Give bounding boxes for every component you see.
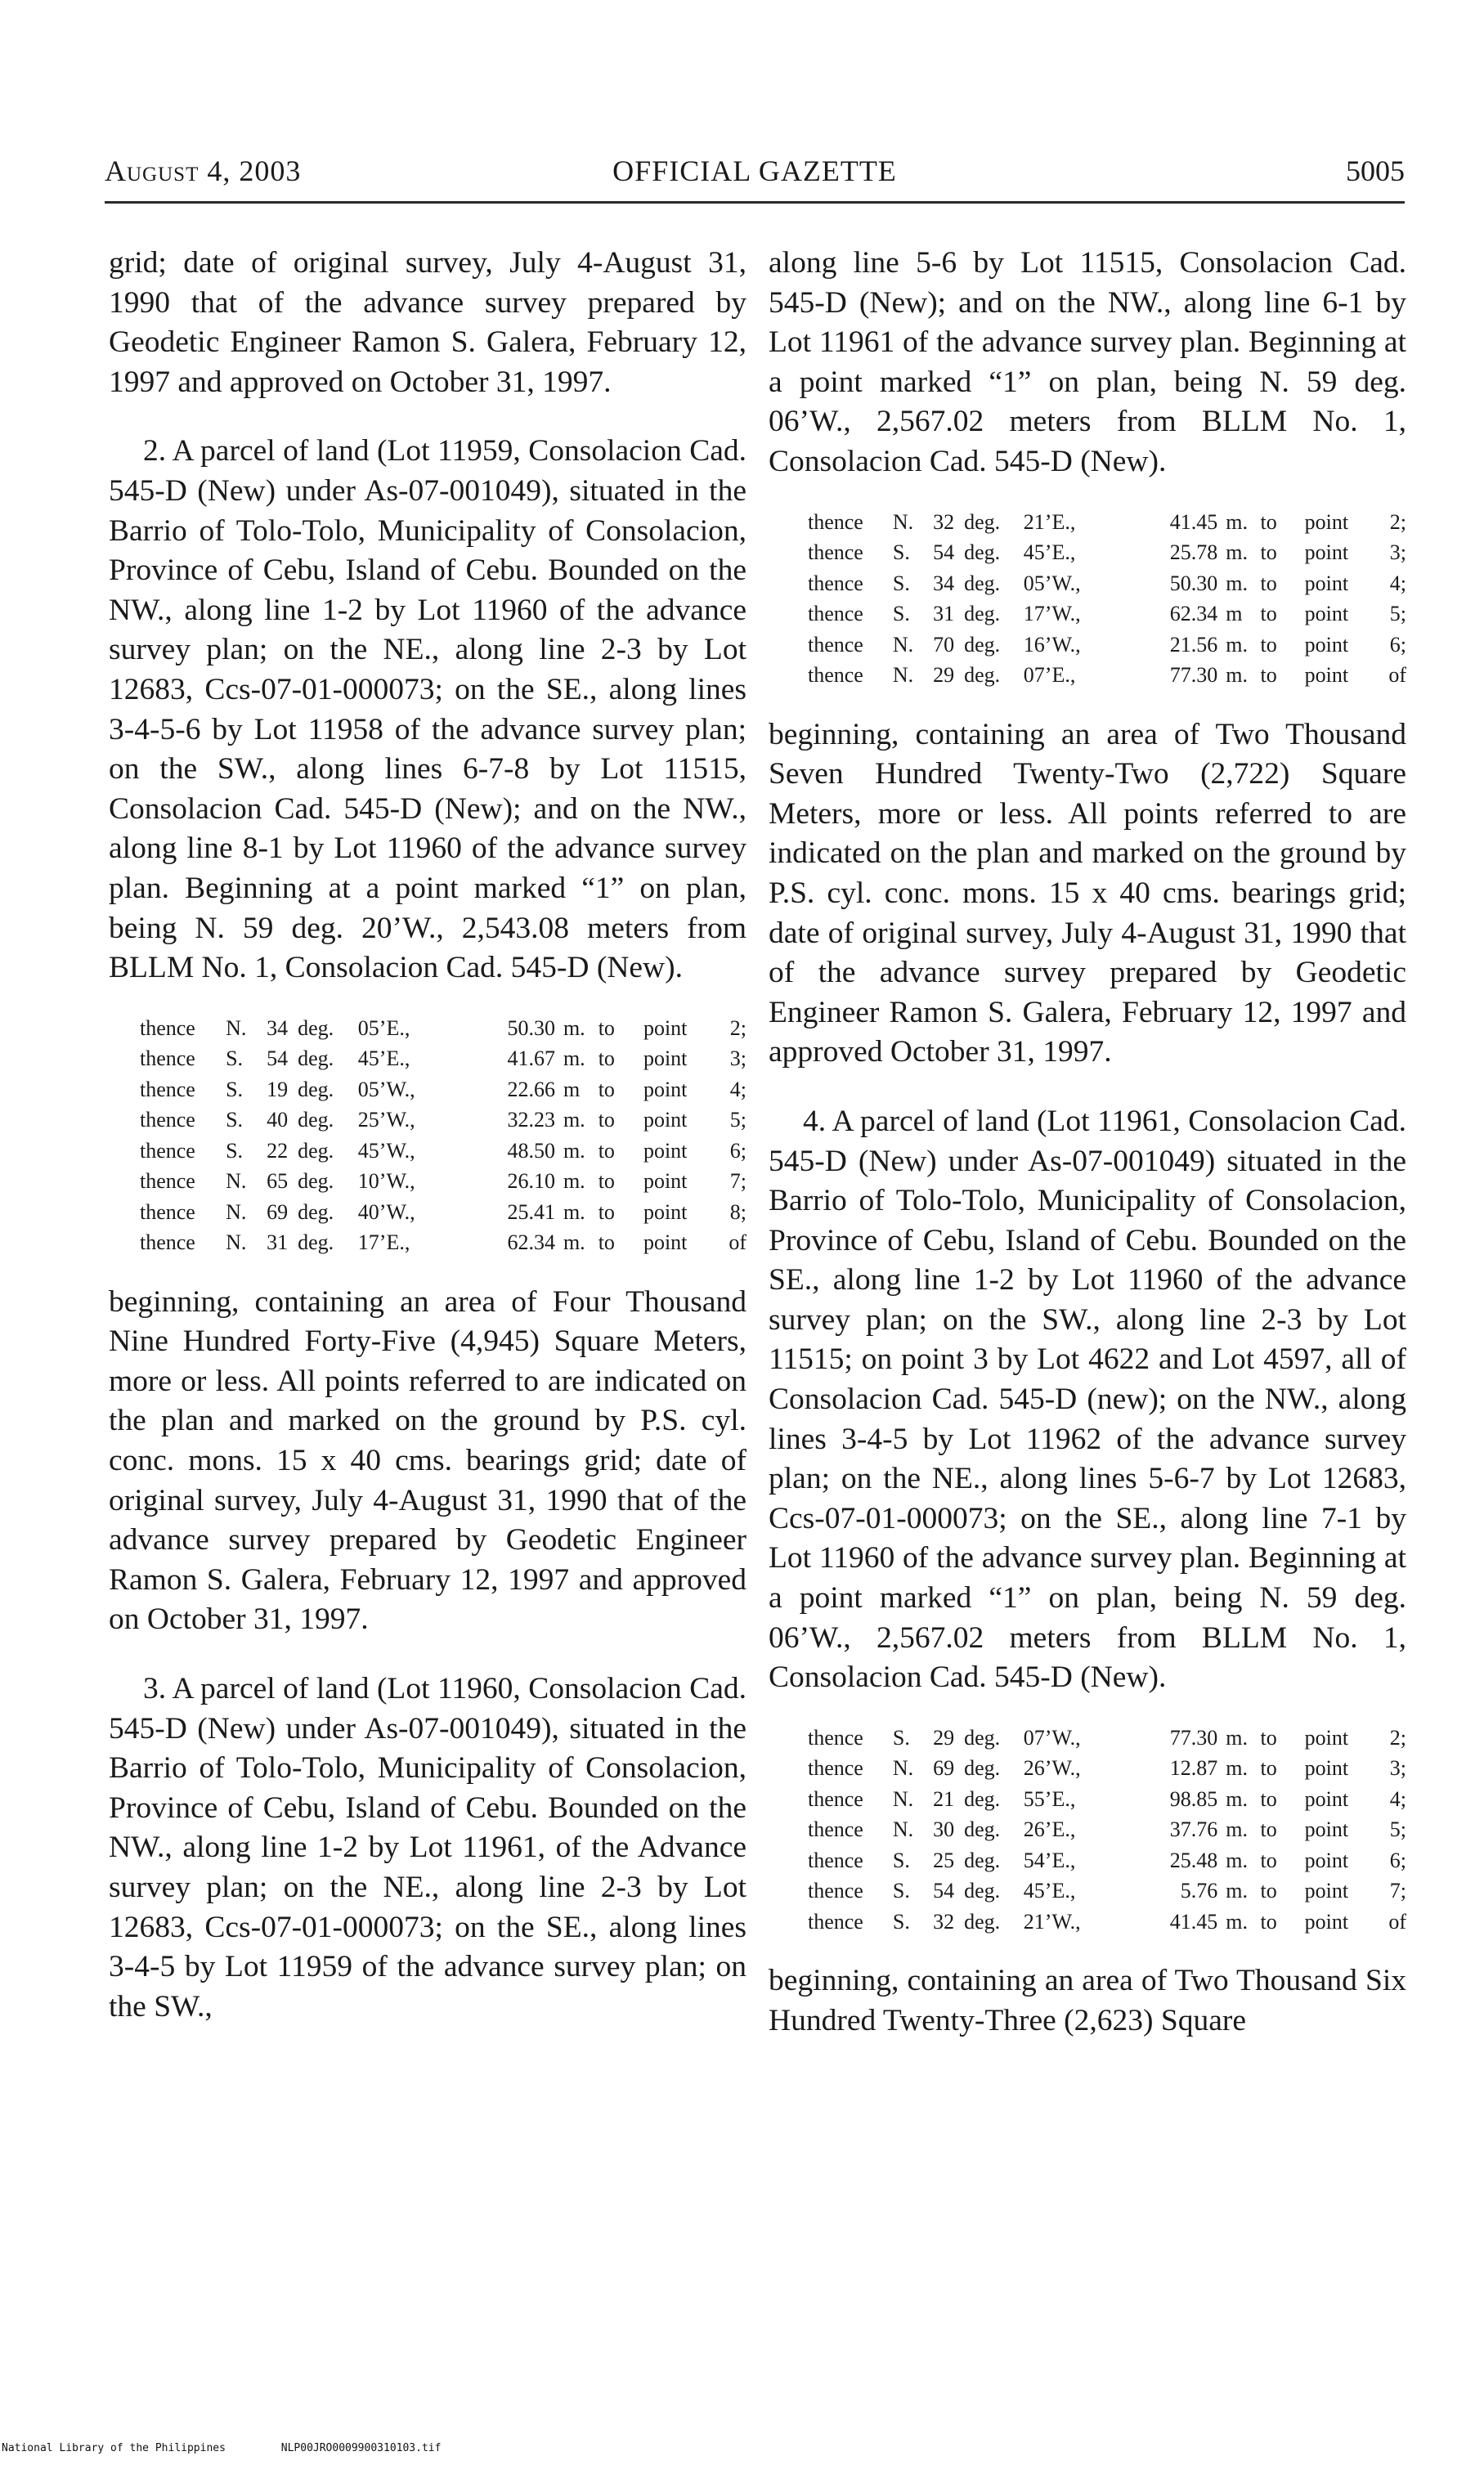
table-cell: deg. — [298, 1077, 334, 1101]
table-cell: S. — [226, 1077, 244, 1101]
table-cell: N. — [892, 1756, 914, 1781]
table-cell: thence — [808, 1848, 863, 1872]
table-cell: of — [729, 1230, 746, 1255]
table-cell: 98.85 — [1169, 1786, 1218, 1811]
table-cell: m. — [1226, 1909, 1248, 1934]
table-cell: m — [563, 1077, 581, 1101]
table-cell: 30 — [933, 1817, 955, 1842]
table-cell: deg. — [964, 1848, 1001, 1872]
page-header — [105, 154, 1405, 191]
table-cell: m. — [1226, 509, 1248, 534]
table-row — [140, 1074, 746, 1105]
table-cell: 34 — [933, 571, 955, 595]
table-cell: m. — [563, 1230, 585, 1255]
table-cell: to — [1260, 509, 1277, 534]
table-cell: 12.87 — [1169, 1756, 1218, 1781]
table-cell: thence — [140, 1138, 195, 1163]
table-cell: point — [643, 1015, 688, 1040]
table-cell: 7; — [729, 1169, 746, 1194]
table-cell: 22.66 — [507, 1077, 555, 1101]
table-cell: 62.34 — [507, 1230, 555, 1255]
table-cell: S. — [892, 571, 910, 595]
table-cell: 19 — [267, 1077, 289, 1101]
table-cell: to — [1260, 1756, 1277, 1781]
table-cell: 65 — [267, 1169, 289, 1194]
table-row — [808, 660, 1406, 691]
table-cell: 16’W., — [1023, 632, 1081, 657]
table-cell: thence — [140, 1015, 195, 1040]
table-cell: 50.30 — [507, 1015, 555, 1040]
footer-file: NLP00JRO0009900310103.tif — [280, 2442, 442, 2454]
table-cell: N. — [226, 1230, 247, 1255]
table-cell: 6; — [729, 1138, 746, 1163]
table-cell: m. — [1226, 1817, 1248, 1842]
table-cell: m. — [1226, 571, 1248, 595]
table-cell: m. — [563, 1047, 585, 1071]
table-cell: 4; — [729, 1077, 746, 1101]
table-cell: 3; — [729, 1047, 746, 1071]
table-cell: thence — [808, 509, 863, 534]
table-cell: 07’W., — [1023, 1725, 1081, 1750]
table-cell: S. — [892, 602, 910, 626]
table-cell: point — [643, 1047, 688, 1071]
table-row — [808, 1784, 1406, 1815]
paragraph: 2. A parcel of land (Lot 11959, Consolacion Cad. 545-D (New) under As-07-001049), situated in the Barrio of Tolo-Tolo, Municipality of Consolacion, Province of Cebu, Island of Cebu. Bounded on the NW., along line 1-2 by Lot 11960 of the advance survey plan; on the NE., along line 2-3 by Lot 12683, Ccs-07-01-000073; on the SE., along lines 3-4-5-6 by Lot 11958 of the advance survey plan; on the SW., along lines 6-7-8 by Lot 11515, Consolacion Cad. 545-D (New); and on the NW., along line 8-1 by Lot 11960 of the advance survey plan. Beginning at a point marked “1” on plan, being N. 59 deg. 20’W., 2,543.08 meters from BLLM No. 1, Consolacion Cad. 545-D (New). — [109, 434, 746, 985]
table-cell: m. — [1226, 1725, 1248, 1750]
table-row — [140, 1013, 746, 1044]
table-cell: 41.45 — [1169, 509, 1218, 534]
paragraph: along line 5-6 by Lot 11515, Consolacion Cad. 545-D (New); and on the NW., along line 6-1 by Lot 11961 of the advance survey plan. Beginning at a point marked “1” on plan, being N. 59 deg. 06’W., 2,567.02 meters from BLLM No. 1, Consolacion Cad. 545-D (New). — [769, 246, 1406, 478]
table-row — [808, 1814, 1406, 1845]
header-rule — [105, 201, 1405, 204]
table-cell: deg. — [964, 1756, 1001, 1781]
table-cell: m — [1226, 602, 1243, 626]
table-cell: thence — [808, 1786, 863, 1811]
table-cell: deg. — [964, 1817, 1001, 1842]
table-cell: N. — [892, 632, 914, 657]
table-cell: N. — [226, 1169, 247, 1194]
table-cell: S. — [892, 1909, 910, 1934]
table-cell: N. — [226, 1199, 247, 1224]
table-cell: point — [1304, 1725, 1349, 1750]
table-cell: deg. — [298, 1015, 334, 1040]
paragraph: 4. A parcel of land (Lot 11961, Consolacion Cad. 545-D (New) under As-07-001049) situated in the Barrio of Tolo-Tolo, Municipality of Consolacion, Province of Cebu, Island of Cebu. Bounded on the SE., along line 1-2 by Lot 11960 of the advance survey plan; on the SW., along line 2-3 by Lot 11515; on point 3 by Lot 4622 and Lot 4597, all of Consolacion Cad. 545-D (new); on the NW., along lines 3-4-5 by Lot 11962 of the advance survey plan; on the NE., along lines 5-6-7 by Lot 12683, Ccs-07-01-000073; on the SE., along line 7-1 by Lot 11960 of the advance survey plan. Beginning at a point marked “1” on plan, being N. 59 deg. 06’W., 2,567.02 meters from BLLM No. 1, Consolacion Cad. 545-D (New). — [769, 1104, 1406, 1695]
table-cell: deg. — [298, 1138, 334, 1163]
table-cell: 41.67 — [507, 1047, 555, 1071]
table-cell: 5; — [729, 1108, 746, 1132]
table-cell: 77.30 — [1169, 663, 1218, 688]
table-cell: deg. — [298, 1230, 334, 1255]
table-row — [140, 1105, 746, 1136]
table-cell: to — [1260, 571, 1277, 595]
table-cell: thence — [808, 1756, 863, 1781]
table-cell: m. — [1226, 1786, 1248, 1811]
bearings-table — [808, 507, 1406, 691]
table-cell: point — [1304, 1879, 1349, 1903]
table-cell: deg. — [964, 540, 1001, 565]
table-cell: 10’W., — [357, 1169, 415, 1194]
table-cell: 32 — [933, 1909, 955, 1934]
table-row — [808, 1723, 1406, 1754]
table-cell: to — [598, 1047, 615, 1071]
table-cell: to — [598, 1108, 615, 1132]
table-cell: 26’E., — [1023, 1817, 1076, 1842]
table-cell: 41.45 — [1169, 1909, 1218, 1934]
table-cell: thence — [140, 1199, 195, 1224]
table-cell: deg. — [298, 1047, 334, 1071]
table-cell: point — [643, 1230, 688, 1255]
table-cell: 45’E., — [357, 1047, 410, 1071]
table-cell: 21’E., — [1023, 509, 1076, 534]
table-cell: deg. — [964, 1725, 1001, 1750]
table-cell: 54 — [933, 1879, 955, 1903]
paragraph: beginning, containing an area of Two Thousand Seven Hundred Twenty-Two (2,722) Square Meters, more or less. All points referred to are indicated on the plan and marked on the ground by P.S. cyl. conc. mons. 15 x 40 cms. bearings grid; date of original survey, July 4-August 31, 1990 that of the advance survey prepared by Geodetic Engineer Ramon S. Galera, February 12, 1997 and approved October 31, 1997. — [769, 717, 1406, 1069]
table-cell: S. — [892, 1879, 910, 1903]
header-title: OFFICIAL GAZETTE — [612, 155, 897, 187]
table-cell: deg. — [964, 509, 1001, 534]
table-cell: point — [1304, 602, 1349, 626]
table-cell: m. — [563, 1015, 585, 1040]
table-cell: S. — [226, 1047, 244, 1071]
table-cell: S. — [892, 1848, 910, 1872]
table-cell: 22 — [267, 1138, 289, 1163]
table-cell: thence — [140, 1230, 195, 1255]
table-cell: point — [1304, 1909, 1349, 1934]
table-cell: deg. — [964, 632, 1001, 657]
table-cell: point — [1304, 540, 1349, 565]
scan-footer — [2, 2442, 490, 2454]
table-cell: thence — [808, 571, 863, 595]
left-column — [109, 244, 746, 2027]
table-cell: 45’E., — [1023, 540, 1076, 565]
table-cell: to — [598, 1077, 615, 1101]
table-cell: deg. — [964, 1909, 1001, 1934]
table-cell: 6; — [1389, 632, 1406, 657]
table-cell: 45’E., — [1023, 1879, 1076, 1903]
table-cell: to — [598, 1230, 615, 1255]
table-row — [140, 1136, 746, 1167]
table-cell: 50.30 — [1169, 571, 1218, 595]
table-cell: to — [1260, 632, 1277, 657]
table-cell: 32.23 — [507, 1108, 555, 1132]
header-date: August 4, 2003 — [105, 155, 302, 187]
table-cell: 54’E., — [1023, 1848, 1076, 1872]
table-row — [808, 1876, 1406, 1907]
table-cell: 26’W., — [1023, 1756, 1081, 1781]
table-cell: 54 — [267, 1047, 289, 1071]
table-cell: 40’W., — [357, 1199, 415, 1224]
table-cell: 17’E., — [357, 1230, 410, 1255]
paragraph: beginning, containing an area of Two Thousand Six Hundred Twenty-Three (2,623) Square — [769, 1964, 1406, 2037]
table-cell: 69 — [933, 1756, 955, 1781]
table-cell: thence — [808, 663, 863, 688]
table-cell: 7; — [1389, 1879, 1406, 1903]
table-cell: point — [1304, 663, 1349, 688]
table-cell: thence — [808, 1909, 863, 1934]
table-cell: 21’W., — [1023, 1909, 1081, 1934]
table-cell: of — [1388, 1909, 1406, 1934]
table-cell: 2; — [729, 1015, 746, 1040]
paragraph: 3. A parcel of land (Lot 11960, Consolacion Cad. 545-D (New) under As-07-001049), situated in the Barrio of Tolo-Tolo, Municipality of Consolacion, Province of Cebu, Island of Cebu. Bounded on the NW., along line 1-2 by Lot 11961, of the Advance survey plan; on the NE., along line 2-3 by Lot 12683, Ccs-07-01-000073; on the SE., along lines 3-4-5 by Lot 11959 of the advance survey plan; on the SW., — [109, 1672, 746, 2024]
bearings-table — [140, 1013, 746, 1258]
table-cell: 05’W., — [1023, 571, 1081, 595]
bearings-table — [808, 1723, 1406, 1938]
table-cell: 05’W., — [357, 1077, 415, 1101]
table-cell: 6; — [1389, 1848, 1406, 1872]
table-cell: point — [643, 1108, 688, 1132]
table-cell: 4; — [1389, 571, 1406, 595]
table-row — [808, 568, 1406, 599]
table-cell: m. — [1226, 1879, 1248, 1903]
table-cell: to — [598, 1169, 615, 1194]
table-cell: thence — [140, 1169, 195, 1194]
table-cell: of — [1388, 663, 1406, 688]
table-cell: 17’W., — [1023, 602, 1081, 626]
table-cell: 40 — [267, 1108, 289, 1132]
table-cell: point — [643, 1199, 688, 1224]
table-row — [808, 598, 1406, 630]
table-cell: m. — [563, 1138, 585, 1163]
table-cell: thence — [808, 540, 863, 565]
paragraph: grid; date of original survey, July 4-August 31, 1990 that of the advance survey prepared by Geodetic Engineer Ramon S. Galera, February 12, 1997 and approved on October 31, 1997. — [109, 246, 746, 399]
table-cell: point — [1304, 509, 1349, 534]
table-cell: to — [1260, 540, 1277, 565]
table-cell: thence — [808, 1725, 863, 1750]
table-cell: 25.48 — [1169, 1848, 1218, 1872]
table-cell: 3; — [1389, 540, 1406, 565]
table-cell: m. — [1226, 1756, 1248, 1781]
table-cell: point — [1304, 1848, 1349, 1872]
table-cell: S. — [892, 540, 910, 565]
table-cell: to — [1260, 1909, 1277, 1934]
table-cell: thence — [140, 1047, 195, 1071]
table-cell: to — [1260, 1879, 1277, 1903]
table-cell: 2; — [1389, 509, 1406, 534]
table-cell: m. — [563, 1169, 585, 1194]
table-cell: deg. — [964, 663, 1001, 688]
table-row — [140, 1227, 746, 1258]
table-cell: point — [643, 1077, 688, 1101]
table-cell: to — [598, 1138, 615, 1163]
table-cell: point — [1304, 1756, 1349, 1781]
table-cell: 32 — [933, 509, 955, 534]
right-column — [769, 244, 1406, 2041]
footer-library: National Library of the Philippines — [2, 2442, 226, 2454]
table-cell: m. — [1226, 632, 1248, 657]
header-page-number: 5005 — [1346, 155, 1405, 187]
table-cell: deg. — [298, 1199, 334, 1224]
table-cell: 26.10 — [507, 1169, 555, 1194]
table-cell: 3; — [1389, 1756, 1406, 1781]
table-cell: 29 — [933, 1725, 955, 1750]
table-row — [808, 1753, 1406, 1784]
table-cell: thence — [808, 632, 863, 657]
table-cell: 29 — [933, 663, 955, 688]
table-cell: 69 — [267, 1199, 289, 1224]
table-cell: m. — [1226, 663, 1248, 688]
table-cell: point — [1304, 571, 1349, 595]
table-cell: N. — [892, 1817, 914, 1842]
table-row — [808, 1907, 1406, 1938]
table-cell: 8; — [729, 1199, 746, 1224]
table-cell: to — [1260, 1848, 1277, 1872]
table-cell: m. — [1226, 540, 1248, 565]
table-cell: 55’E., — [1023, 1786, 1076, 1811]
table-cell: S. — [892, 1725, 910, 1750]
table-cell: N. — [892, 509, 914, 534]
table-cell: thence — [808, 1817, 863, 1842]
table-cell: point — [643, 1138, 688, 1163]
table-cell: 25.78 — [1169, 540, 1218, 565]
table-cell: N. — [892, 663, 914, 688]
table-cell: 62.34 — [1169, 602, 1218, 626]
table-cell: to — [1260, 1725, 1277, 1750]
table-row — [140, 1166, 746, 1197]
table-cell: 54 — [933, 540, 955, 565]
table-cell: 37.76 — [1169, 1817, 1218, 1842]
table-cell: 21.56 — [1169, 632, 1218, 657]
table-cell: S. — [226, 1108, 244, 1132]
table-cell: 5; — [1389, 1817, 1406, 1842]
table-cell: 34 — [267, 1015, 289, 1040]
table-row — [808, 507, 1406, 538]
table-cell: 5; — [1389, 602, 1406, 626]
table-cell: deg. — [298, 1169, 334, 1194]
table-row — [808, 1845, 1406, 1876]
table-cell: to — [598, 1015, 615, 1040]
table-cell: thence — [140, 1108, 195, 1132]
table-cell: to — [1260, 663, 1277, 688]
table-cell: 07’E., — [1023, 663, 1076, 688]
table-cell: point — [1304, 632, 1349, 657]
table-cell: 25.41 — [507, 1199, 555, 1224]
table-cell: 70 — [933, 632, 955, 657]
table-cell: deg. — [964, 571, 1001, 595]
table-row — [808, 537, 1406, 568]
table-cell: 2; — [1389, 1725, 1406, 1750]
table-cell: deg. — [964, 1786, 1001, 1811]
table-cell: to — [1260, 602, 1277, 626]
table-cell: m. — [1226, 1848, 1248, 1872]
table-cell: 48.50 — [507, 1138, 555, 1163]
table-cell: 31 — [267, 1230, 289, 1255]
table-cell: 4; — [1389, 1786, 1406, 1811]
table-cell: N. — [892, 1786, 914, 1811]
table-cell: 31 — [933, 602, 955, 626]
table-cell: S. — [226, 1138, 244, 1163]
table-cell: thence — [808, 1879, 863, 1903]
table-cell: 45’W., — [357, 1138, 415, 1163]
table-cell: thence — [140, 1077, 195, 1101]
table-cell: to — [598, 1199, 615, 1224]
table-cell: 21 — [933, 1786, 955, 1811]
table-cell: to — [1260, 1817, 1277, 1842]
table-row — [140, 1197, 746, 1228]
table-cell: 05’E., — [357, 1015, 410, 1040]
table-cell: N. — [226, 1015, 247, 1040]
table-cell: to — [1260, 1786, 1277, 1811]
table-row — [808, 630, 1406, 661]
table-cell: point — [1304, 1817, 1349, 1842]
table-cell: thence — [808, 602, 863, 626]
table-cell: 25 — [933, 1848, 955, 1872]
table-cell: deg. — [964, 602, 1001, 626]
table-cell: 25’W., — [357, 1108, 415, 1132]
table-cell: point — [643, 1169, 688, 1194]
table-cell: point — [1304, 1786, 1349, 1811]
table-cell: m. — [563, 1199, 585, 1224]
table-cell: deg. — [298, 1108, 334, 1132]
table-cell: 5.76 — [1180, 1879, 1218, 1903]
table-cell: m. — [563, 1108, 585, 1132]
table-row — [140, 1043, 746, 1074]
table-cell: deg. — [964, 1879, 1001, 1903]
paragraph: beginning, containing an area of Four Thousand Nine Hundred Forty-Five (4,945) Square Meters, more or less. All points referred to are indicated on the plan and marked on the ground by P.S. cyl. conc. mons. 15 x 40 cms. bearings grid; date of original survey, July 4-August 31, 1990 that of the advance survey prepared by Geodetic Engineer Ramon S. Galera, February 12, 1997 and approved on October 31, 1997. — [109, 1284, 746, 1637]
table-cell: 77.30 — [1169, 1725, 1218, 1750]
